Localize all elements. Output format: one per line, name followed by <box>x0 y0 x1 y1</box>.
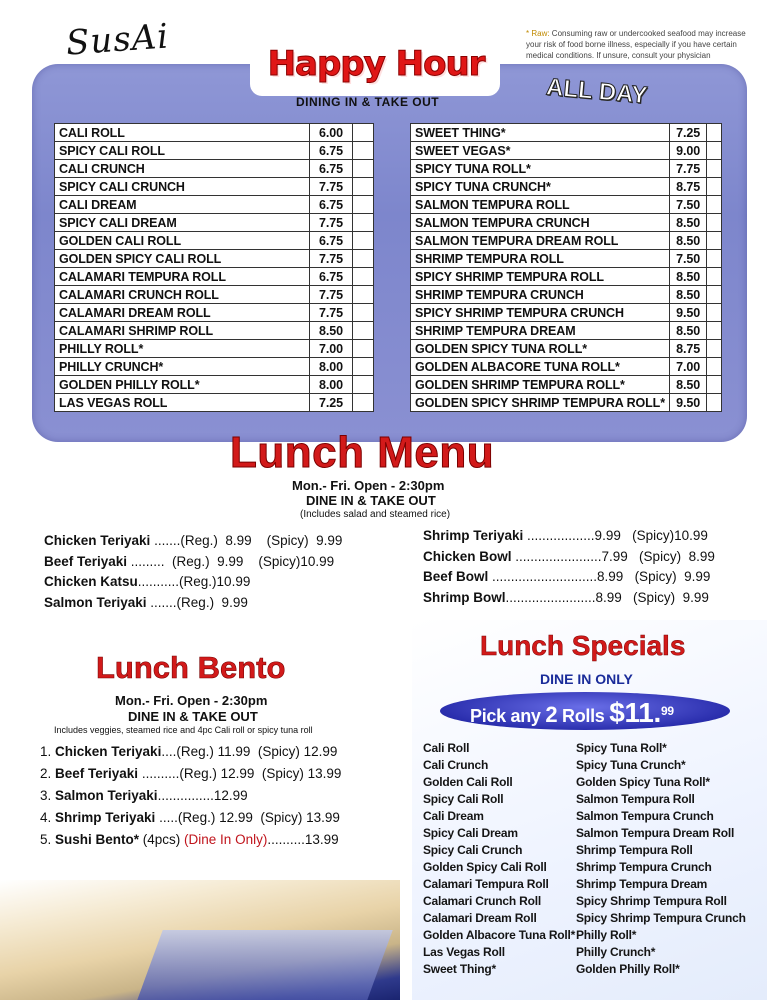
happy-hour-row <box>55 124 374 142</box>
item-name: GOLDEN PHILLY ROLL* <box>55 376 310 394</box>
lunch-special-item: Cali Crunch <box>423 758 489 772</box>
item-name: CALI CRUNCH <box>55 160 310 178</box>
lunch-special-item: Las Vegas Roll <box>423 945 505 959</box>
item-price: 7.75 <box>310 304 353 322</box>
item-price: 7.25 <box>669 124 706 142</box>
blank-cell <box>707 196 722 214</box>
item-name: Chicken Teriyaki <box>55 744 162 759</box>
item-price: 9.00 <box>669 142 706 160</box>
item-price: 9.50 <box>669 304 706 322</box>
item-name: GOLDEN CALI ROLL <box>55 232 310 250</box>
lunch-special-item: Shrimp Tempura Dream <box>576 877 708 891</box>
item-name: SWEET VEGAS* <box>411 142 670 160</box>
blank-cell <box>353 394 374 412</box>
happy-hour-row <box>411 394 722 412</box>
item-price: 8.50 <box>310 322 353 340</box>
bento-item <box>40 832 339 847</box>
item-price: 6.75 <box>310 196 353 214</box>
happy-hour-row <box>55 268 374 286</box>
blank-cell <box>353 214 374 232</box>
item-name: CALI ROLL <box>55 124 310 142</box>
raw-warning-note: * Raw: Consuming raw or undercooked seafood may increase your risk of food borne illness, especially if you have certain medical conditions. If unsure, consult your physician <box>526 29 746 60</box>
blank-cell <box>707 358 722 376</box>
lunch-special-item: Philly Roll* <box>576 928 637 942</box>
item-name: GOLDEN SPICY CALI ROLL <box>55 250 310 268</box>
lunch-special-item: Shrimp Tempura Crunch <box>576 860 712 874</box>
blank-cell <box>707 250 722 268</box>
item-price: 7.00 <box>669 358 706 376</box>
happy-hour-row <box>55 304 374 322</box>
item-number: 3. <box>40 788 56 803</box>
blank-cell <box>353 340 374 358</box>
item-price: 7.75 <box>310 250 353 268</box>
item-price: 9.50 <box>669 394 706 412</box>
lunch-menu-item <box>423 590 709 605</box>
lunch-menu-item <box>44 533 342 548</box>
lunch-specials-offer: Pick any 2 Rolls $11.99 <box>470 697 674 728</box>
item-prices: ..................9.99 (Spicy)10.99 <box>523 528 708 543</box>
happy-hour-row <box>55 232 374 250</box>
blank-cell <box>353 376 374 394</box>
item-price: 6.75 <box>310 142 353 160</box>
blank-cell <box>707 124 722 142</box>
item-name: Shrimp Teriyaki <box>423 528 524 543</box>
blank-cell <box>707 340 722 358</box>
blank-cell <box>353 304 374 322</box>
item-prices: ...............12.99 <box>157 788 248 803</box>
item-name: PHILLY CRUNCH* <box>55 358 310 376</box>
item-price: 8.00 <box>310 376 353 394</box>
item-prices: .......................7.99 (Spicy) 8.99 <box>511 548 715 564</box>
item-price: 6.75 <box>310 232 353 250</box>
item-name: SPICY CALI ROLL <box>55 142 310 160</box>
item-name: CALI DREAM <box>55 196 310 214</box>
item-name: SPICY SHRIMP TEMPURA ROLL <box>411 268 670 286</box>
item-name: GOLDEN SHRIMP TEMPURA ROLL* <box>411 376 670 394</box>
lunch-special-item: Spicy Shrimp Tempura Crunch <box>576 911 746 925</box>
lunch-special-item: Sweet Thing* <box>423 962 496 976</box>
item-price: 6.75 <box>310 268 353 286</box>
blank-cell <box>707 394 722 412</box>
lunch-bento-service: DINE IN & TAKE OUT <box>128 709 258 724</box>
happy-hour-row <box>55 376 374 394</box>
happy-hour-row <box>55 214 374 232</box>
lunch-bento-title: Lunch Bento <box>96 650 286 685</box>
item-name: SALMON TEMPURA CRUNCH <box>411 214 670 232</box>
lunch-special-item: Golden Spicy Tuna Roll* <box>576 775 710 789</box>
lunch-menu-note: (Includes salad and steamed rice) <box>300 509 451 520</box>
happy-hour-subtitle: DINING IN & TAKE OUT <box>296 95 440 109</box>
item-price: 8.00 <box>310 358 353 376</box>
item-name: CALAMARI SHRIMP ROLL <box>55 322 310 340</box>
lunch-specials-title: Lunch Specials <box>480 630 686 661</box>
lunch-special-item: Shrimp Tempura Roll <box>576 843 693 857</box>
blank-cell <box>707 232 722 250</box>
all-day-badge: ALL DAY <box>545 73 649 110</box>
item-price: 7.75 <box>310 286 353 304</box>
happy-hour-row <box>411 286 722 304</box>
happy-hour-row <box>411 322 722 340</box>
item-prices: .....(Reg.) 12.99 (Spicy) 13.99 <box>155 810 340 825</box>
happy-hour-row <box>411 340 722 358</box>
item-name: Sushi Bento* <box>55 832 140 847</box>
item-price: 8.50 <box>669 286 706 304</box>
item-price: 7.25 <box>310 394 353 412</box>
bento-item <box>40 810 340 825</box>
item-prices: ..........(Reg.) 12.99 (Spicy) 13.99 <box>138 766 342 781</box>
item-name: CALAMARI TEMPURA ROLL <box>55 268 310 286</box>
happy-hour-row <box>55 160 374 178</box>
item-name: SHRIMP TEMPURA CRUNCH <box>411 286 670 304</box>
item-price: ..........13.99 <box>267 832 339 847</box>
item-name: PHILLY ROLL* <box>55 340 310 358</box>
blank-cell <box>707 178 722 196</box>
lunch-special-item: Salmon Tempura Dream Roll <box>576 826 735 840</box>
lunch-menu-service: DINE IN & TAKE OUT <box>306 493 436 508</box>
happy-hour-row <box>55 250 374 268</box>
happy-hour-row <box>411 178 722 196</box>
happy-hour-row <box>55 340 374 358</box>
blank-cell <box>353 268 374 286</box>
happy-hour-left-table <box>54 123 374 412</box>
lunch-special-item: Philly Crunch* <box>576 945 656 959</box>
blank-cell <box>707 214 722 232</box>
lunch-special-item: Spicy Shrimp Tempura Roll <box>576 894 727 908</box>
blank-cell <box>707 376 722 394</box>
item-price: 6.00 <box>310 124 353 142</box>
blank-cell <box>353 286 374 304</box>
item-name: Salmon Teriyaki <box>44 594 147 610</box>
happy-hour-row <box>411 376 722 394</box>
happy-hour-row <box>411 232 722 250</box>
happy-hour-row <box>55 178 374 196</box>
item-prices: ........................8.99 (Spicy) 9.99 <box>505 589 709 605</box>
blank-cell <box>353 196 374 214</box>
dine-in-only-note: (Dine In Only) <box>184 832 268 847</box>
logo-line1: SusAi <box>64 16 171 64</box>
blank-cell <box>353 178 374 196</box>
lunch-menu-item <box>44 554 334 569</box>
item-price: 6.75 <box>310 160 353 178</box>
happy-hour-row <box>411 196 722 214</box>
bento-item <box>40 788 248 803</box>
lunch-menu-hours: Mon.- Fri. Open - 2:30pm <box>292 478 445 493</box>
happy-hour-row <box>55 286 374 304</box>
lunch-special-item: Cali Dream <box>423 809 484 823</box>
item-name: SALMON TEMPURA DREAM ROLL <box>411 232 670 250</box>
lunch-special-item: Cali Roll <box>423 741 470 755</box>
blank-cell <box>707 160 722 178</box>
item-name: Chicken Teriyaki <box>44 533 151 548</box>
item-name: Beef Teriyaki <box>44 553 128 569</box>
happy-hour-row <box>411 142 722 160</box>
lunch-special-item: Salmon Tempura Crunch <box>576 809 714 823</box>
happy-hour-row <box>411 124 722 142</box>
happy-hour-row <box>411 160 722 178</box>
blank-cell <box>353 250 374 268</box>
lunch-special-item: Calamari Crunch Roll <box>423 894 542 908</box>
lunch-bento-note: Includes veggies, steamed rice and 4pc Cali roll or spicy tuna roll <box>54 725 313 735</box>
item-name: GOLDEN SPICY TUNA ROLL* <box>411 340 670 358</box>
item-name: Beef Bowl <box>423 569 489 584</box>
lunch-special-item: Golden Cali Roll <box>423 775 513 789</box>
happy-hour-row <box>411 268 722 286</box>
blank-cell <box>353 322 374 340</box>
item-price: 7.75 <box>310 178 353 196</box>
item-price: 8.75 <box>669 340 706 358</box>
item-name: SPICY TUNA CRUNCH* <box>411 178 670 196</box>
lunch-menu-title: Lunch Menu <box>230 428 495 477</box>
lunch-special-item: Spicy Cali Dream <box>423 826 518 840</box>
blank-cell <box>353 232 374 250</box>
lunch-special-item: Calamari Dream Roll <box>423 911 537 925</box>
item-name: Shrimp Teriyaki <box>55 810 156 825</box>
item-number: 2. <box>40 766 56 781</box>
lunch-special-item: Spicy Tuna Roll* <box>576 741 667 755</box>
item-name: LAS VEGAS ROLL <box>55 394 310 412</box>
item-number: 1. <box>40 744 56 759</box>
item-name: SPICY CALI CRUNCH <box>55 178 310 196</box>
item-price: 8.50 <box>669 376 706 394</box>
item-name: SHRIMP TEMPURA DREAM <box>411 322 670 340</box>
item-price: 8.50 <box>669 322 706 340</box>
happy-hour-row <box>55 358 374 376</box>
happy-hour-row <box>411 304 722 322</box>
item-name: Beef Teriyaki <box>55 766 139 781</box>
blank-cell <box>353 358 374 376</box>
bento-item <box>40 744 337 759</box>
happy-hour-row <box>55 322 374 340</box>
blank-cell <box>353 124 374 142</box>
item-name: SWEET THING* <box>411 124 670 142</box>
item-price: 7.75 <box>310 214 353 232</box>
item-name: CALAMARI DREAM ROLL <box>55 304 310 322</box>
blank-cell <box>707 304 722 322</box>
item-prices: (4pcs) <box>139 832 185 847</box>
item-name: Salmon Teriyaki <box>55 788 158 803</box>
happy-hour-row <box>55 142 374 160</box>
lunch-special-item: Spicy Cali Crunch <box>423 843 523 857</box>
item-name: SHRIMP TEMPURA ROLL <box>411 250 670 268</box>
item-name: SALMON TEMPURA ROLL <box>411 196 670 214</box>
item-name: GOLDEN ALBACORE TUNA ROLL* <box>411 358 670 376</box>
blank-cell <box>707 286 722 304</box>
lunch-menu-item <box>423 528 708 543</box>
item-name: CALAMARI CRUNCH ROLL <box>55 286 310 304</box>
item-name: Chicken Bowl <box>423 548 512 564</box>
lunch-special-item: Golden Albacore Tuna Roll* <box>423 928 576 942</box>
item-price: 8.50 <box>669 232 706 250</box>
happy-hour-row <box>55 394 374 412</box>
happy-hour-row <box>411 250 722 268</box>
item-price: 7.75 <box>669 160 706 178</box>
item-name: Shrimp Bowl <box>423 589 506 605</box>
lunch-special-item: Spicy Cali Roll <box>423 792 504 806</box>
lunch-special-item: Golden Philly Roll* <box>576 962 680 976</box>
item-prices: .......(Reg.) 8.99 (Spicy) 9.99 <box>150 533 343 548</box>
happy-hour-row <box>411 214 722 232</box>
item-prices: ....(Reg.) 11.99 (Spicy) 12.99 <box>161 744 338 759</box>
item-price: 7.00 <box>310 340 353 358</box>
item-prices: ...........(Reg.)10.99 <box>137 574 251 589</box>
blank-cell <box>707 142 722 160</box>
item-name: SPICY TUNA ROLL* <box>411 160 670 178</box>
item-prices: .......(Reg.) 9.99 <box>146 594 248 610</box>
lunch-special-item: Spicy Tuna Crunch* <box>576 758 686 772</box>
lunch-special-item: Salmon Tempura Roll <box>576 792 695 806</box>
lunch-menu-item <box>44 574 250 589</box>
item-prices: ......... (Reg.) 9.99 (Spicy)10.99 <box>127 553 335 569</box>
blank-cell <box>707 322 722 340</box>
item-number: 4. <box>40 810 56 825</box>
lunch-menu-item <box>44 595 248 610</box>
happy-hour-right-table <box>410 123 722 412</box>
item-price: 8.75 <box>669 178 706 196</box>
lunch-menu-item <box>423 549 715 564</box>
lunch-bento-hours: Mon.- Fri. Open - 2:30pm <box>115 693 268 708</box>
happy-hour-row <box>411 358 722 376</box>
lunch-menu-item <box>423 569 710 584</box>
bento-item <box>40 766 341 781</box>
item-name: SPICY CALI DREAM <box>55 214 310 232</box>
lunch-special-item: Golden Spicy Cali Roll <box>423 860 547 874</box>
blank-cell <box>707 268 722 286</box>
item-price: 7.50 <box>669 196 706 214</box>
item-number: 5. <box>40 832 56 847</box>
blank-cell <box>353 142 374 160</box>
item-price: 7.50 <box>669 250 706 268</box>
item-price: 8.50 <box>669 214 706 232</box>
item-price: 8.50 <box>669 268 706 286</box>
lunch-special-item: Calamari Tempura Roll <box>423 877 549 891</box>
item-name: GOLDEN SPICY SHRIMP TEMPURA ROLL* <box>411 394 670 412</box>
food-photo-dish <box>137 930 392 1000</box>
blank-cell <box>353 160 374 178</box>
item-name: Chicken Katsu <box>44 574 138 589</box>
item-prices: ............................8.99 (Spicy) 9.99 <box>488 569 711 584</box>
lunch-specials-dine-in: DINE IN ONLY <box>540 671 633 687</box>
happy-hour-title: Happy Hour <box>267 44 485 84</box>
happy-hour-row <box>55 196 374 214</box>
item-name: SPICY SHRIMP TEMPURA CRUNCH <box>411 304 670 322</box>
